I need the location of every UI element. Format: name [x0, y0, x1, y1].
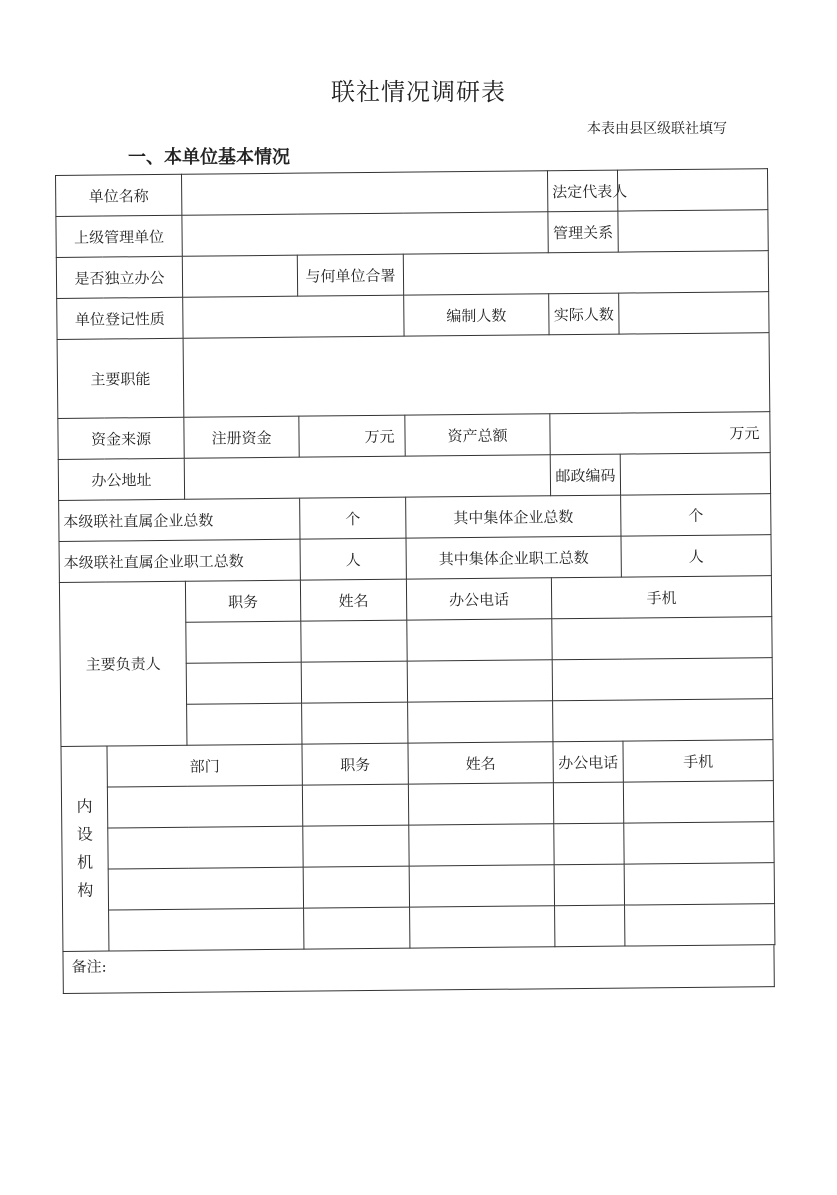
staff-quota-label: 编制人数 [446, 306, 507, 325]
fund-source-label: 资金来源 [58, 417, 184, 459]
unit-name-label: 单位名称 [56, 174, 182, 216]
total-assets-label: 资产总额 [405, 414, 550, 456]
leader-cell[interactable] [552, 658, 772, 701]
internal-cell[interactable] [554, 864, 624, 906]
leader-cell[interactable] [407, 660, 552, 702]
leader-cell[interactable] [552, 617, 772, 660]
internal-cell[interactable] [409, 824, 554, 866]
leader-cell[interactable] [302, 702, 408, 744]
leader-cell[interactable] [187, 703, 302, 745]
internal-cell[interactable] [302, 784, 408, 826]
internal-cell[interactable] [555, 905, 625, 947]
internal-cell[interactable] [409, 865, 554, 907]
main-leaders-label: 主要负责人 [59, 581, 187, 746]
registered-capital-unit[interactable]: 万元 [299, 415, 405, 457]
collective-employees-label: 其中集体企业职工总数 [406, 536, 621, 579]
superior-unit-field[interactable] [182, 212, 548, 257]
internal-cell[interactable] [624, 822, 774, 864]
table-row [62, 822, 774, 870]
internal-cell[interactable] [109, 908, 304, 951]
leaders-col-position: 职务 [185, 580, 300, 622]
internal-org-char: 设 [76, 824, 93, 844]
mgmt-relation-field[interactable] [618, 210, 768, 252]
direct-employees-unit[interactable]: 人 [300, 538, 406, 580]
internal-col-name: 姓名 [408, 742, 553, 784]
form-table [55, 168, 775, 952]
registration-nature-label: 单位登记性质 [57, 297, 183, 339]
internal-cell[interactable] [553, 782, 623, 824]
direct-enterprises-unit[interactable]: 个 [300, 497, 406, 539]
internal-cell[interactable] [625, 904, 775, 946]
collective-employees-unit[interactable]: 人 [621, 535, 771, 577]
legal-rep-label: 法定代表人 [547, 170, 617, 212]
registration-nature-field[interactable] [183, 295, 404, 338]
direct-enterprises-label: 本级联社直属企业总数 [59, 498, 300, 541]
actual-staff-label: 实际人数 [549, 293, 619, 335]
total-assets-unit[interactable]: 万元 [550, 412, 770, 455]
section-heading: 一、本单位基本情况 [128, 147, 290, 168]
leader-cell[interactable] [408, 701, 553, 743]
internal-cell[interactable] [108, 867, 303, 910]
postal-code-field[interactable] [620, 453, 770, 495]
registered-capital-label: 注册资金 [184, 416, 299, 458]
internal-cell[interactable] [554, 823, 624, 865]
internal-org-label [61, 746, 109, 951]
internal-org-char: 机 [76, 852, 94, 872]
internal-cell[interactable] [303, 825, 409, 867]
leader-cell[interactable] [186, 621, 301, 663]
co-located-label: 与何单位合署 [297, 254, 403, 296]
internal-cell[interactable] [107, 785, 302, 828]
internal-col-position: 职务 [302, 743, 408, 785]
internal-cell[interactable] [304, 907, 410, 949]
legal-rep-field[interactable] [617, 169, 767, 211]
internal-col-department: 部门 [107, 744, 302, 787]
leader-cell[interactable] [553, 699, 773, 742]
internal-cell[interactable] [624, 863, 774, 905]
internal-col-mobile: 手机 [623, 740, 773, 782]
internal-cell[interactable] [623, 781, 773, 823]
leader-cell[interactable] [186, 662, 301, 704]
actual-staff-field[interactable] [619, 292, 769, 334]
remarks-field[interactable] [62, 945, 774, 994]
internal-cell[interactable] [408, 783, 553, 825]
internal-org-char: 内 [76, 796, 93, 816]
superior-unit-label: 上级管理单位 [56, 215, 182, 257]
leaders-col-mobile: 手机 [551, 576, 771, 619]
collective-enterprises-label: 其中集体企业总数 [406, 495, 621, 538]
internal-col-office-phone: 办公电话 [553, 741, 623, 783]
table-row [62, 863, 774, 911]
leader-cell[interactable] [407, 619, 552, 661]
internal-org-char: 构 [77, 880, 94, 900]
leaders-col-name: 姓名 [300, 579, 406, 621]
leader-cell[interactable] [301, 661, 407, 703]
main-duties-field[interactable] [183, 333, 770, 418]
independent-office-field[interactable] [182, 255, 297, 297]
staff-quota-cell [404, 294, 549, 336]
table-row [63, 904, 775, 952]
main-duties-label: 主要职能 [57, 338, 184, 418]
office-address-label: 办公地址 [58, 458, 184, 500]
direct-employees-label: 本级联社直属企业职工总数 [59, 539, 300, 582]
postal-code-label: 邮政编码 [550, 454, 620, 496]
internal-cell[interactable] [108, 826, 303, 869]
collective-enterprises-unit[interactable]: 个 [621, 494, 771, 536]
leaders-col-office-phone: 办公电话 [406, 578, 551, 620]
independent-office-label: 是否独立办公 [56, 256, 182, 298]
survey-form [55, 168, 775, 994]
leader-cell[interactable] [301, 620, 407, 662]
unit-name-field[interactable] [182, 171, 548, 216]
internal-cell[interactable] [303, 866, 409, 908]
table-row [61, 781, 773, 829]
office-address-field[interactable] [184, 455, 550, 500]
internal-cell[interactable] [410, 906, 555, 948]
page-title: 联社情况调研表 [331, 78, 506, 106]
co-located-field[interactable] [403, 251, 768, 296]
mgmt-relation-label: 管理关系 [548, 211, 618, 253]
fill-note: 本表由县区级联社填写 [587, 121, 727, 137]
remarks-label: 备注: [71, 957, 107, 976]
